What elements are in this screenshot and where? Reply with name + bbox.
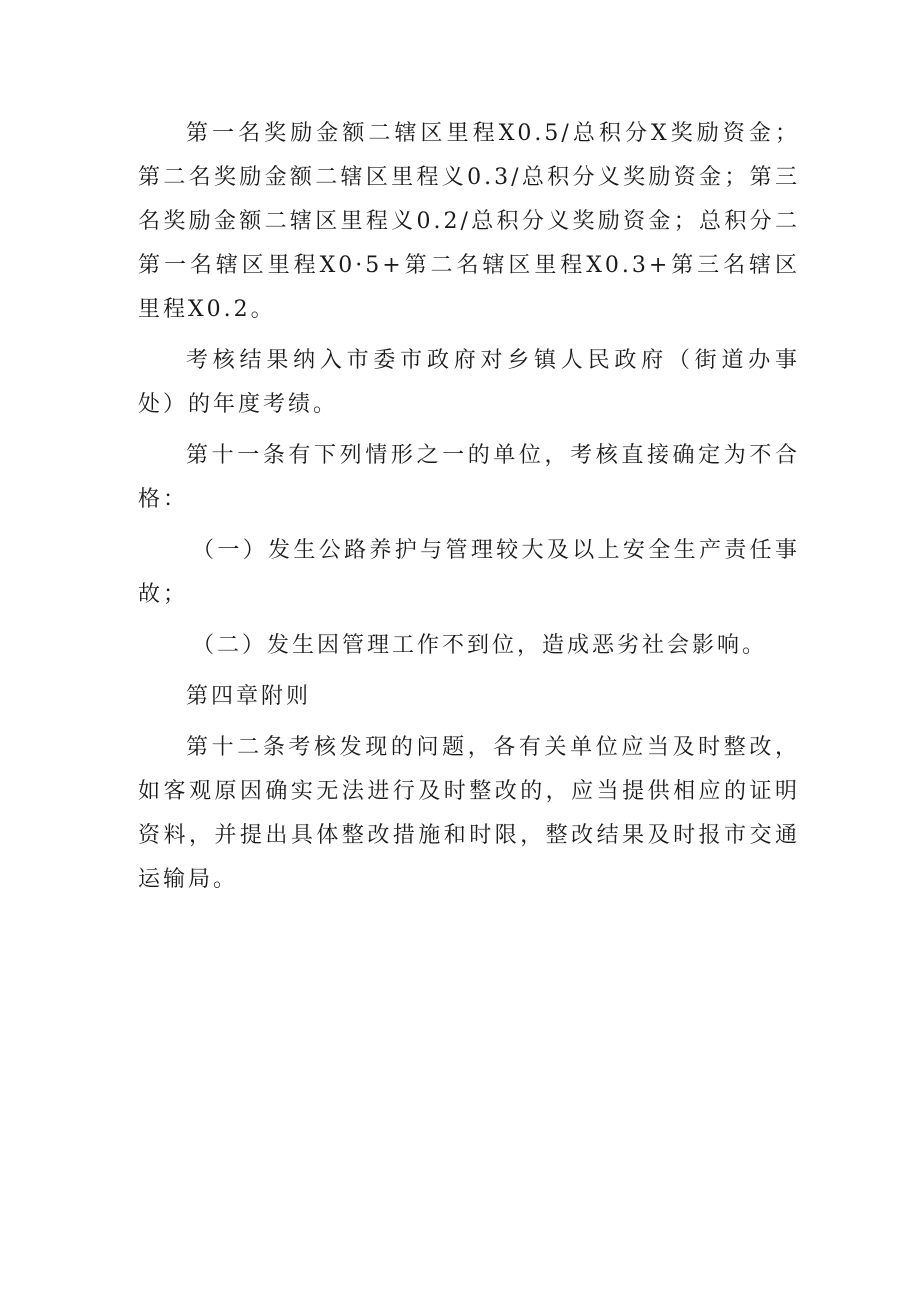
paragraph-article-11: 第十一条有下列情形之一的单位，考核直接确定为不合格： [138, 443, 800, 512]
paragraph-assessment-result: 考核结果纳入市委市政府对乡镇人民政府（街道办事处）的年度考绩。 [138, 348, 800, 417]
paragraph-article-12: 第十二条考核发现的问题，各有关单位应当及时整改，如客观原因确实无法进行及时整改的，应当提供相应的证明资料，并提出具体整改措施和时限，整改结果及时报市交通运输局。 [138, 735, 800, 892]
list-item-social-impact: （二）发生因管理工作不到位，造成恶劣社会影响。 [192, 633, 768, 658]
chapter-heading-supplementary: 第四章附则 [186, 684, 312, 709]
document-body [138, 112, 800, 909]
list-item-safety-accident: （一）发生公路养护与管理较大及以上安全生产责任事故； [138, 538, 800, 607]
paragraph-reward-formula: 第一名奖励金额二辖区里程X0.5/总积分X奖励资金；第二名奖励金额二辖区里程义0.3/总积分义奖励资金；第三名奖励金额二辖区里程义0.2/总积分义奖励资金；总积分二第一名辖区里程X0·5+第二名辖区里程X0.3+第三名辖区里程X0.2。 [138, 121, 800, 322]
